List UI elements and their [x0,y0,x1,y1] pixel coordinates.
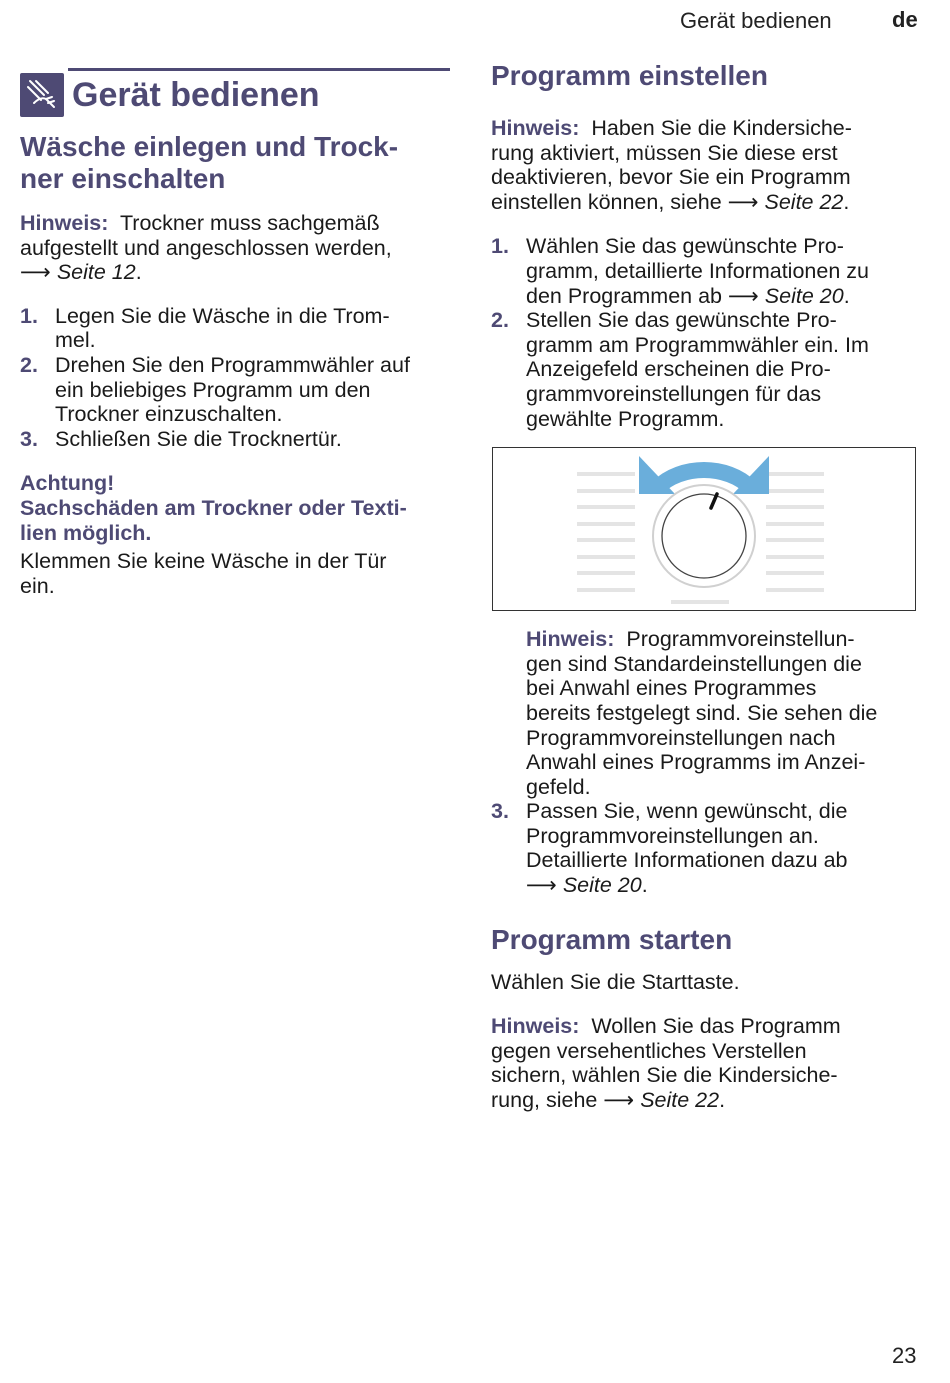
step-number: 1. [20,303,38,328]
note-text: Trockner muss sachgemäß [119,211,380,235]
page-link[interactable]: Seite 12 [56,260,136,285]
note-text: gen sind Standardeinstellungen die [526,651,862,676]
step-number: 2. [20,352,38,377]
steps-list-program-continued [491,799,921,897]
step-text: Stellen Sie das gewünschte Pro- [526,308,837,333]
list-item [20,304,450,353]
hand-operating-device-icon [20,73,64,117]
right-column [491,60,921,1113]
page-link[interactable]: Seite 22 [764,189,844,214]
program-selector-figure [492,447,916,611]
step-number: 3. [20,426,38,451]
left-column [20,68,450,598]
step-text: grammvoreinstellungen für das [526,381,822,406]
section-title-set-program: Programm einstellen [491,60,768,91]
note-text: rung aktiviert, müssen Sie diese erst [491,140,838,165]
page-number: 23 [892,1343,917,1368]
note-text: gegen versehentliches Verstellen [491,1038,807,1063]
list-item: 1. Wählen Sie das gewünschte Pro- gramm, detaillierte Informationen zu den Programmen ab ⟶ Seite 20. [491,234,869,308]
arrow-right-icon: ⟶ [727,283,759,308]
chapter-title: Gerät bedienen [72,76,320,114]
running-header-section: Gerät bedienen [680,8,832,33]
knob-inner [662,494,746,578]
note-presets [491,627,921,799]
list-item [491,308,921,431]
steps-list-program [491,234,921,431]
note-text: rung, siehe [491,1088,598,1113]
step-text: Anzeigefeld erscheinen die Pro- [526,357,831,382]
step-text: mel. [55,328,96,353]
step-number: 3. [491,799,509,824]
warning-title: Achtung! [20,471,115,496]
list-item [20,427,450,452]
page-link[interactable]: Seite 20 [562,873,642,898]
note-text: Programmvoreinstellun- [626,627,855,652]
arrow-right-icon: ⟶ [603,1088,635,1113]
note-text: aufgestellt und angeschlossen werden, [20,235,392,260]
step-text: gramm am Programmwähler ein. Im [526,332,869,357]
section-title-load-laundry [20,131,450,195]
warning-body [20,549,450,598]
note-label: Hinweis: [491,1014,580,1039]
step-text: gewählte Programm. [526,406,725,431]
note-lock-program: Hinweis: Wollen Sie das Programm gegen versehentliches Verstellen sichern, wählen Sie die Kindersiche- rung, siehe ⟶ Seite 22. [491,1014,841,1113]
step-number: 1. [491,234,509,259]
section-title-start-program: Programm starten [491,923,733,955]
note-text: Wollen Sie das Programm [591,1014,841,1039]
note-installation: Hinweis: Trockner muss sachgemäß aufgestellt und angeschlossen werden, ⟶ Seite 12. [20,211,392,285]
arrow-right-icon: ⟶ [727,189,759,214]
arrow-right-icon: ⟶ [526,873,557,898]
step-text: Trockner einzuschalten. [55,402,283,427]
section-title-line: Wäsche einlegen und Trock- [20,131,399,162]
language-code: de [892,7,918,32]
step-text: Legen Sie die Wäsche in die Trom- [55,303,390,328]
warning-subtitle [20,496,450,545]
note-text: bei Anwahl eines Programmes [526,676,817,701]
warning-subtitle-line: lien möglich. [20,520,152,545]
warning-subtitle-line: Sachschäden am Trockner oder Texti- [20,495,407,520]
step-text: Programmvoreinstellungen an. [526,823,819,848]
note-text: gefeld. [526,774,591,799]
note-text: einstellen können, siehe [491,189,722,214]
step-text: den Programmen ab [526,283,722,308]
note-text: Anwahl eines Programms im Anzei- [526,750,866,775]
start-instruction: Wählen Sie die Starttaste. [491,969,740,994]
step-text: Passen Sie, wenn gewünscht, die [526,799,848,824]
step-text: Wählen Sie das gewünschte Pro- [526,234,844,259]
chapter-rule [68,68,450,71]
note-text: Haben Sie die Kindersiche- [591,116,852,140]
page-link[interactable]: Seite 22 [640,1088,720,1113]
chapter-heading [20,73,450,117]
step-text: Drehen Sie den Programmwähler auf [55,352,410,377]
steps-list-load [20,304,450,452]
step-text: gramm, detaillierte Informationen zu [526,258,869,283]
arrow-right-icon: ⟶ [20,260,51,285]
note-text: bereits festgelegt sind. Sie sehen die [526,700,878,725]
step-text: Schließen Sie die Trocknertür. [55,426,342,451]
note-text: sichern, wählen Sie die Kindersiche- [491,1063,838,1088]
step-text: ein beliebiges Programm um den [55,377,371,402]
note-text: deaktivieren, bevor Sie ein Programm [491,165,851,190]
note-child-lock: Hinweis: Haben Sie die Kindersiche- rung aktiviert, müssen Sie diese erst deaktivieren, bevor Sie ein Programm einstellen können, siehe ⟶ Seite 22. [491,116,852,214]
note-label: Hinweis: [526,627,615,652]
warning-body-line: ein. [20,573,55,598]
list-item: 3. Passen Sie, wenn gewünscht, die Programmvoreinstellungen an. Detaillierte Informationen dazu ab ⟶ Seite 20. [491,799,848,898]
page-link[interactable]: Seite 20 [764,283,844,308]
note-label: Hinweis: [20,211,109,235]
step-number: 2. [491,308,509,333]
step-text: Detaillierte Informationen dazu ab [526,848,848,873]
list-item [20,353,450,427]
program-selector-dial-icon [493,448,915,610]
warning-body-line: Klemmen Sie keine Wäsche in der Tür [20,549,387,574]
section-title-line: ner einschalten [20,163,226,194]
note-text: Programmvoreinstellungen nach [526,725,836,750]
note-label: Hinweis: [491,116,580,140]
